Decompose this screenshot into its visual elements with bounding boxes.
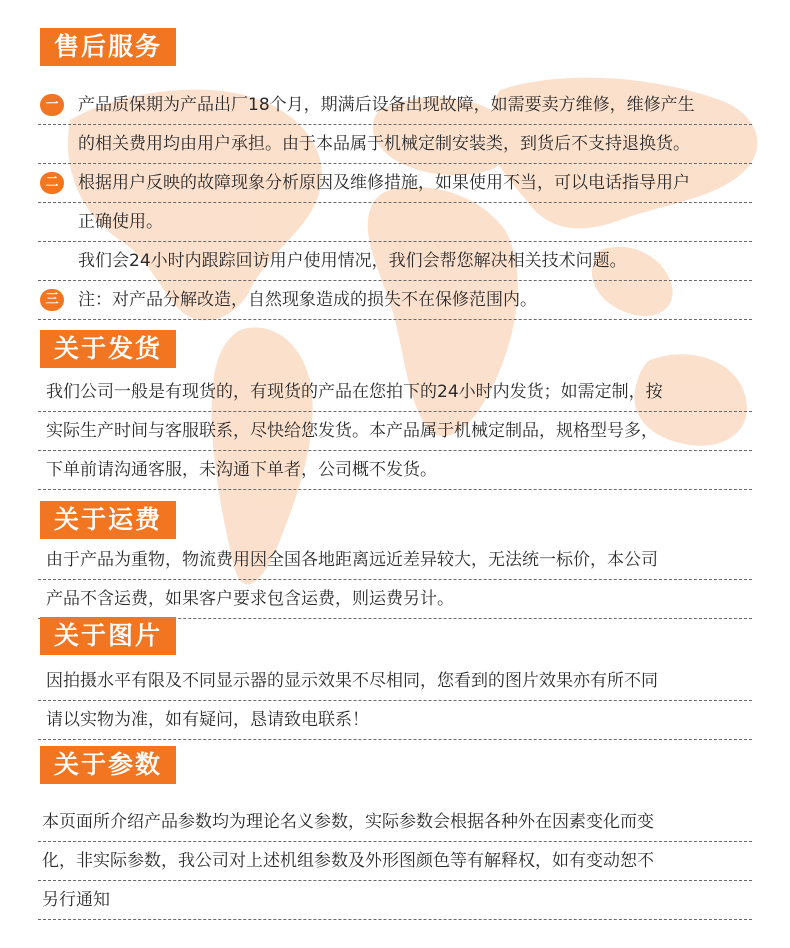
after-sales-line-1: 一 产品质保期为产品出厂18个月，期满后设备出现故障，如需要卖方维修，维修产生 <box>38 86 752 125</box>
section-title-shipping: 关于发货 <box>40 330 176 368</box>
section-title-params: 关于参数 <box>40 746 176 784</box>
section-title-after-sales: 售后服务 <box>40 28 176 66</box>
after-sales-line-5: 我们会24小时内跟踪回访用户使用情况，我们会帮您解决相关技术问题。 <box>38 242 752 281</box>
params-line-3: 另行通知 <box>38 881 752 920</box>
after-sales-line-2: 的相关费用均由用户承担。由于本品属于机械定制安装类，到货后不支持退换货。 <box>38 125 752 164</box>
params-line-1: 本页面所介绍产品参数均为理论名义参数，实际参数会根据各种外在因素变化而变 <box>38 803 752 842</box>
number-badge-1: 一 <box>40 94 64 116</box>
after-sales-line-4: 正确使用。 <box>38 203 752 242</box>
shipping-line-3: 下单前请沟通客服，未沟通下单者，公司概不发货。 <box>38 451 752 490</box>
pictures-line-2: 请以实物为准，如有疑问，恳请致电联系！ <box>38 701 752 740</box>
params-line-2: 化，非实际参数，我公司对上述机组参数及外形图颜色等有解释权，如有变动恕不 <box>38 842 752 881</box>
number-badge-2: 二 <box>40 172 64 194</box>
shipping-line-2: 实际生产时间与客服联系，尽快给您发货。本产品属于机械定制品，规格型号多， <box>38 412 752 451</box>
section-title-pictures: 关于图片 <box>40 617 176 655</box>
after-sales-line-6: 三 注：对产品分解改造，自然现象造成的损失不在保修范围内。 <box>38 281 752 320</box>
section-title-freight: 关于运费 <box>40 501 176 539</box>
number-badge-3: 三 <box>40 289 64 311</box>
after-sales-line-3: 二 根据用户反映的故障现象分析原因及维修措施，如果使用不当，可以电话指导用户 <box>38 164 752 203</box>
freight-line-1: 由于产品为重物，物流费用因全国各地距离远近差异较大，无法统一标价，本公司 <box>38 541 752 580</box>
shipping-line-1: 我们公司一般是有现货的，有现货的产品在您拍下的24小时内发货；如需定制，按 <box>38 373 752 412</box>
freight-line-2: 产品不含运费，如果客户要求包含运费，则运费另计。 <box>38 580 752 619</box>
pictures-line-1: 因拍摄水平有限及不同显示器的显示效果不尽相同，您看到的图片效果亦有所不同 <box>38 662 752 701</box>
